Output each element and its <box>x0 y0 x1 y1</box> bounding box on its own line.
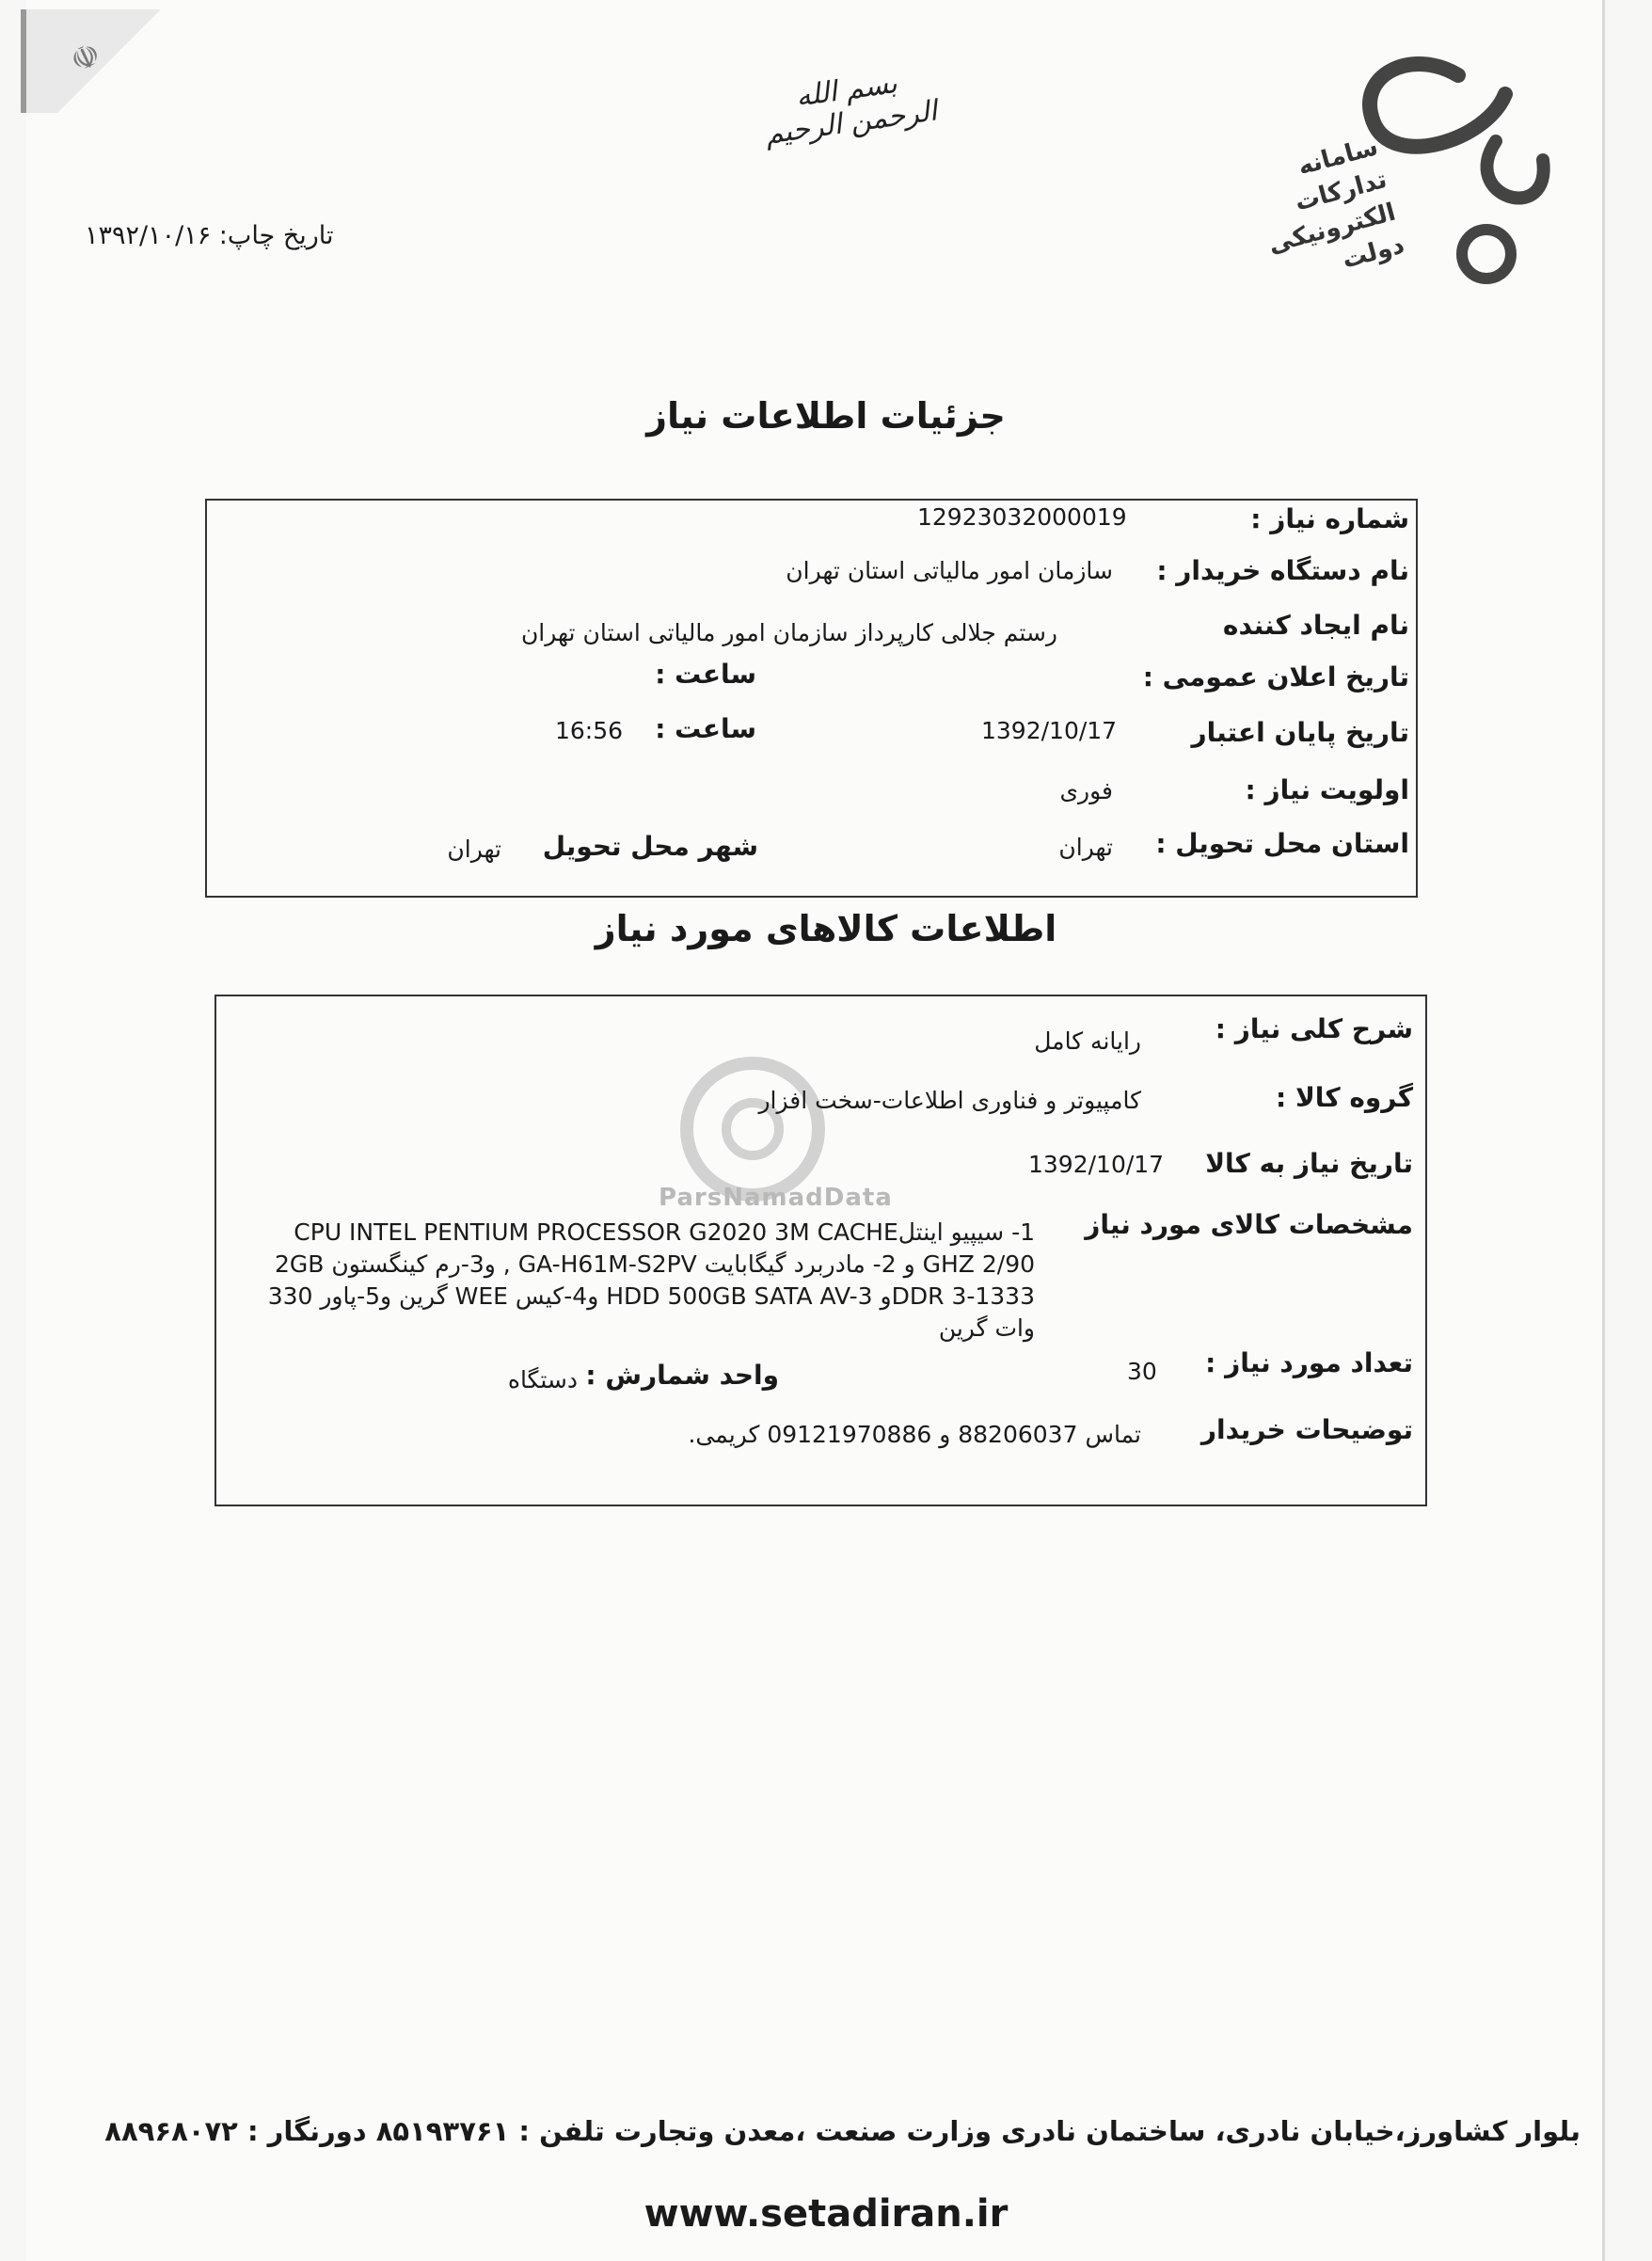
specs-line: 1- سیپیو اینتلCPU INTEL PENTIUM PROCESSOR G2020 3M CACHE <box>294 1218 1035 1246</box>
specs-line: وات گرین <box>938 1314 1035 1342</box>
city: تهران <box>447 836 501 863</box>
priority-label: اولویت نیاز : <box>1245 774 1409 805</box>
expiry-date: 1392/10/17 <box>981 717 1118 744</box>
section2-title: اطلاعات کالاهای مورد نیاز <box>595 908 1057 949</box>
specs-line: DDR 3-1333و HDD 500GB SATA AV-3 و4-کیس WEE گرین و5-پاور 330 <box>267 1282 1035 1310</box>
summary-label: شرح کلی نیاز : <box>1215 1013 1413 1044</box>
need-date-label: تاریخ نیاز به کالا <box>1205 1148 1413 1179</box>
creator: رستم جلالی کارپرداز سازمان امور مالیاتی استان تهران <box>520 619 1057 646</box>
priority: فوری <box>1059 777 1113 804</box>
request-no: 12923032000019 <box>917 503 1127 531</box>
province: تهران <box>1058 834 1113 861</box>
specs-text <box>254 1217 1035 1345</box>
city-label: شهر محل تحویل <box>542 831 758 862</box>
qty: 30 <box>1127 1358 1157 1385</box>
notes-label: توضیحات خریدار <box>1200 1414 1413 1445</box>
unit: دستگاه <box>507 1366 578 1393</box>
announce-time-label: ساعت : <box>655 659 756 690</box>
announce-label: تاریخ اعلان عمومی : <box>1142 661 1409 693</box>
unit-label: واحد شمارش : <box>585 1360 779 1391</box>
watermark-text: ParsNamadData <box>659 1184 893 1212</box>
province-label: استان محل تحویل : <box>1155 828 1409 859</box>
buyer-label: نام دستگاه خریدار : <box>1156 555 1409 586</box>
footer-website[interactable]: www.setadiran.ir <box>643 2192 1009 2236</box>
notes: تماس 88206037 و 09121970886 کریمی. <box>688 1421 1141 1448</box>
footer-address: بلوار کشاورز،خیابان نادری، ساختمان نادری وزارت صنعت ،معدن وتجارت تلفن : ۸۵۱۹۳۷۶۱ دورنگار : ۸۸۹۶۸۰۷۲ <box>104 2115 1581 2147</box>
summary: رایانه کامل <box>1034 1027 1141 1055</box>
buyer: سازمان امور مالیاتی استان تهران <box>786 557 1113 584</box>
section1-title: جزئیات اطلاعات نیاز <box>646 395 1006 437</box>
expiry-time-label: ساعت : <box>655 713 756 744</box>
logo-text: سامانه تدارکات الکترونیکی دولت <box>1265 133 1407 275</box>
creator-label: نام ایجاد کننده <box>1222 610 1409 641</box>
request-no-label: شماره نیاز : <box>1250 503 1409 534</box>
specs-label: مشخصات کالای مورد نیاز <box>1085 1209 1413 1240</box>
specs-line: 2/90 GHZ و 2- مادربرد گیگابایت GA-H61M-S2PV , و3-رم کینگستون 2GB <box>275 1250 1035 1278</box>
emblem-icon: ☫ <box>64 35 107 82</box>
group-label: گروه کالا : <box>1276 1082 1413 1113</box>
bismillah: بسم الله الرحمن الرحیم <box>763 67 940 151</box>
qty-label: تعداد مورد نیاز : <box>1205 1347 1413 1378</box>
expiry-time: 16:56 <box>555 717 624 744</box>
expiry-label: تاریخ پایان اعتبار <box>1191 717 1409 748</box>
need-date: 1392/10/17 <box>1028 1151 1165 1178</box>
print-date: تاریخ چاپ: ۱۳۹۲/۱۰/۱۶ <box>85 221 334 250</box>
group: کامپیوتر و فناوری اطلاعات-سخت افزار <box>758 1087 1141 1114</box>
flag-corner <box>21 9 167 113</box>
